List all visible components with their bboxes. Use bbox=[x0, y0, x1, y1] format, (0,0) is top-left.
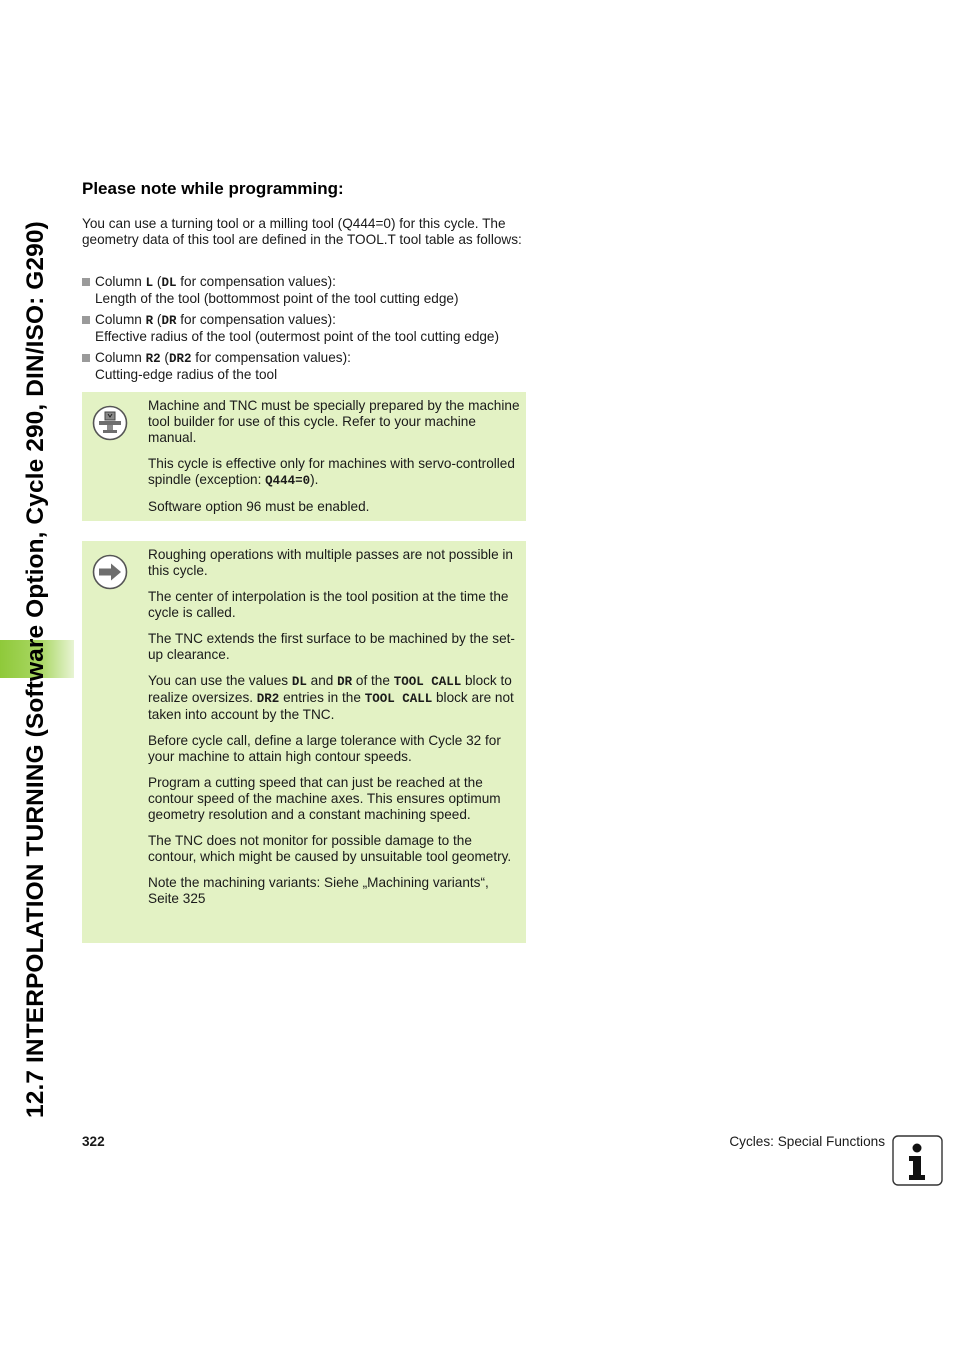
note-paragraph: The TNC extends the first surface to be machined by the set-up clearance. bbox=[148, 631, 515, 662]
info-icon bbox=[892, 1135, 944, 1187]
machine-icon bbox=[92, 405, 128, 441]
programming-notes-content bbox=[148, 547, 520, 917]
chapter-side-title: 12.7 INTERPOLATION TURNING (Software Option, Cycle 290, DIN/ISO: G290) bbox=[22, 221, 49, 1118]
note-paragraph: The center of interpolation is the tool position at the time the cycle is called. bbox=[148, 589, 509, 620]
footer-chapter-name: Cycles: Special Functions bbox=[729, 1134, 885, 1149]
machine-note-content bbox=[148, 398, 520, 525]
arrow-right-icon bbox=[92, 554, 128, 590]
note-paragraph: Program a cutting speed that can just be reached at the contour speed of the machine axes. This ensures optimum geometry resolution and a constant machining speed. bbox=[148, 775, 501, 822]
tool-table-column-list bbox=[82, 274, 542, 388]
note-paragraph: Roughing operations with multiple passes are not possible in this cycle. bbox=[148, 547, 513, 578]
bullet-square-icon bbox=[82, 354, 90, 362]
page-number: 322 bbox=[82, 1134, 105, 1149]
programming-notes-box bbox=[82, 541, 526, 943]
bullet-square-icon bbox=[82, 278, 90, 286]
list-item: Column R2 (DR2 for compensation values): Cutting-edge radius of the tool bbox=[82, 350, 542, 383]
note-paragraph: Note the machining variants: Siehe „Machining variants“, Seite 325 bbox=[148, 875, 489, 906]
list-item: Column L (DL for compensation values): Length of the tool (bottommost point of the tool cutting edge) bbox=[82, 274, 542, 307]
machine-note-box bbox=[82, 392, 526, 521]
note-paragraph: You can use the values DL and DR of the TOOL CALL block to realize oversizes. DR2 entries in the TOOL CALL block are not taken into account by the TNC. bbox=[148, 673, 514, 722]
note-paragraph: The TNC does not monitor for possible damage to the contour, which might be caused by unsuitable tool geometry. bbox=[148, 833, 512, 864]
list-item: Column R (DR for compensation values): Effective radius of the tool (outermost point of the tool cutting edge) bbox=[82, 312, 542, 345]
note-paragraph: Software option 96 must be enabled. bbox=[148, 499, 370, 514]
note-paragraph: This cycle is effective only for machines with servo-controlled spindle (exception: Q444=0). bbox=[148, 456, 515, 488]
note-paragraph: Before cycle call, define a large tolerance with Cycle 32 for your machine to attain high contour speeds. bbox=[148, 733, 501, 764]
section-heading: Please note while programming: bbox=[82, 179, 344, 198]
bullet-square-icon bbox=[82, 316, 90, 324]
intro-paragraph: You can use a turning tool or a milling tool (Q444=0) for this cycle. The geometry data of this tool are defined in the TOOL.T tool table as follows: bbox=[82, 216, 522, 247]
note-paragraph: Machine and TNC must be specially prepared by the machine tool builder for use of this cycle. Refer to your machine manual. bbox=[148, 398, 520, 445]
